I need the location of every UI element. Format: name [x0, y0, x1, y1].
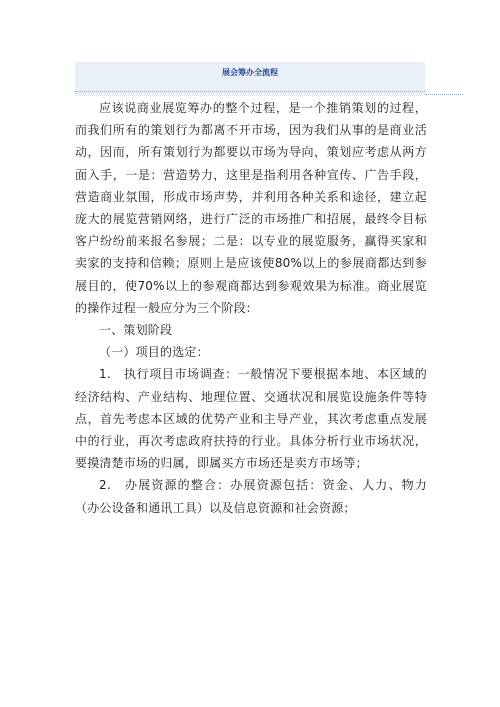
title-banner [75, 62, 425, 96]
section-heading: 一、策划阶段 [99, 323, 173, 338]
document-body [75, 97, 427, 519]
list-item-2: 2. 办展资源的整合：办展资源包括：资金、人力、物力（办公设备和通讯工具）以及信息资源和社会资源； [75, 478, 427, 515]
subsection-heading: （一）项目的选定： [99, 345, 209, 360]
intro-paragraph: 应该说商业展览筹办的整个过程，是一个推销策划的过程，而我们所有的策划行为都离不开市场，因为我们从事的是商业活动，因而，所有策划行为都要以市场为导向，策划应考虑从两方面入手，一是：营造势力，这里是指利用各种宣传、广告手段，营造商业氛围，形成市场声势，并利用各种关系和途径，建立起庞大的展览营销网络，进行广泛的市场推广和招展，最终令目标客户纷纷前来报名参展；二是：以专业的展览服务，赢得买家和卖家的支持和信赖；原则上是应该使80%以上的参展商都达到参展目的，使70%以上的参观商都达到参观效果为标准。商业展览的操作过程一般应分为三个阶段： [75, 101, 427, 315]
document-title: 展会筹办全流程 [222, 68, 278, 77]
title-underline [75, 91, 425, 92]
title-underline-extension [425, 94, 463, 95]
list-item-1: 1. 执行项目市场调查：一般情况下要根据本地、本区域的经济结构、产业结构、地理位置、交通状况和展览设施条件等特点，首先考虑本区域的优势产业和主导产业，其次考虑重点发展中的行业，再次考虑政府扶持的行业。具体分析行业市场状况，要摸清楚市场的归属，即属买方市场还是卖方市场等； [75, 367, 427, 471]
